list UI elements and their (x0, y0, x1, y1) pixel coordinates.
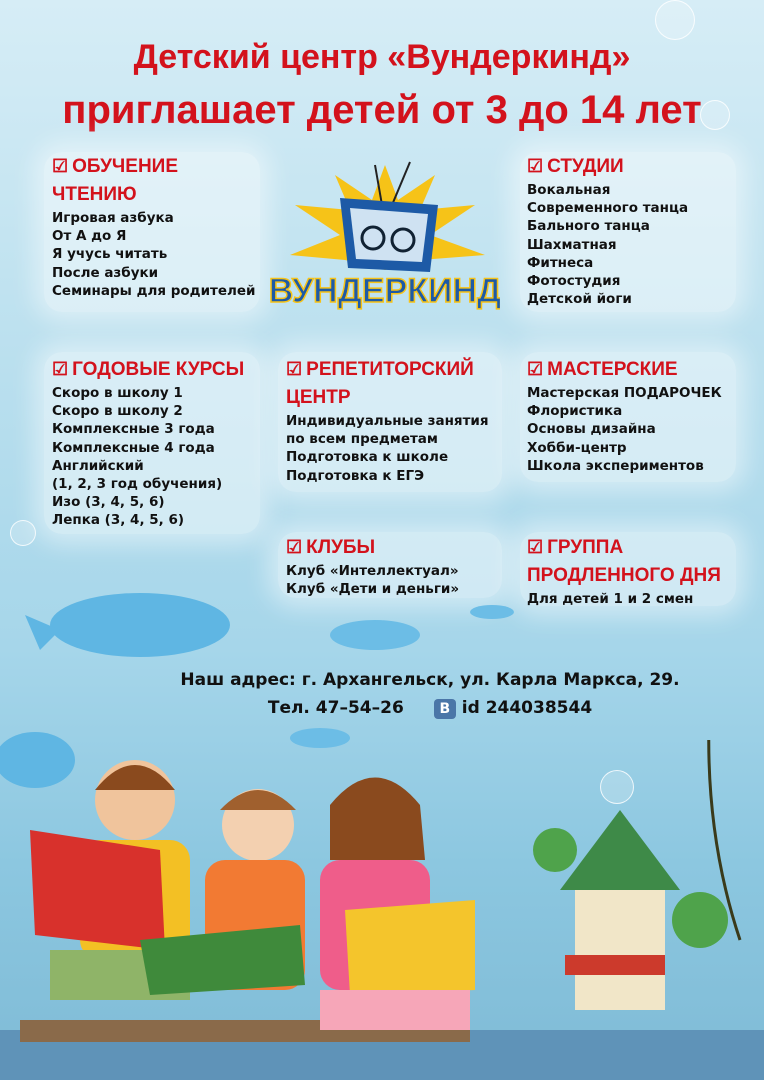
section-studios (527, 152, 747, 308)
section-title: МАСТЕРСКИЕ (547, 359, 678, 380)
checkbox-icon: ☑ (52, 359, 69, 379)
phone: Тел. 47–54–26 (267, 698, 404, 718)
list-item: После азбуки (52, 264, 159, 281)
bubble (655, 0, 695, 40)
list-item: Современного танца (527, 200, 689, 217)
list-item: по всем предметам (286, 431, 438, 448)
list-item: Изо (3, 4, 5, 6) (52, 494, 165, 511)
section-title: ГРУППА ПРОДЛЕННОГО ДНЯ (527, 537, 721, 586)
list-item: Индивидуальные занятия (286, 413, 489, 429)
list-item: Флористика (527, 403, 623, 420)
fairy-house (575, 890, 665, 1010)
title-line-2: приглашает детей от 3 до 14 лет (62, 88, 702, 132)
section-title: ГОДОВЫЕ КУРСЫ (72, 359, 245, 380)
address: Наш адрес: г. Архангельск, ул. Карла Маркса, 29. (180, 670, 680, 690)
list-item: Английский (52, 457, 144, 474)
vk-id[interactable]: id 244038544 (461, 698, 593, 718)
section-annual-courses (52, 355, 272, 530)
checkbox-icon: ☑ (286, 359, 303, 379)
list-item: Я учусь читать (52, 246, 168, 263)
checkbox-icon: ☑ (527, 156, 544, 176)
list-item: Детской йоги (527, 291, 632, 308)
section-title: СТУДИИ (547, 156, 624, 177)
children-reading-illustration (0, 740, 764, 1080)
section-workshops (527, 355, 747, 475)
checkbox-icon: ☑ (527, 537, 544, 557)
list-item: Фотостудия (527, 273, 621, 290)
bubble (10, 520, 36, 546)
list-item: Мастерская ПОДАРОЧЕК (527, 385, 722, 401)
list-item: От А до Я (52, 228, 127, 245)
section-tutoring (286, 355, 496, 485)
list-item: Комплексные 3 года (52, 421, 215, 438)
list-item: Семинары для родителей (52, 282, 256, 299)
dolphin (330, 620, 420, 650)
checkbox-icon: ☑ (286, 537, 303, 557)
dolphin (470, 605, 514, 619)
dolphin (50, 593, 230, 657)
list-item: Клуб «Дети и деньги» (286, 581, 460, 598)
section-title: КЛУБЫ (306, 537, 376, 558)
yellow-book (345, 900, 475, 995)
checkbox-icon: ☑ (527, 359, 544, 379)
logo-text: ВУНДЕРКИНД (270, 272, 500, 310)
list-item: Подготовка к ЕГЭ (286, 467, 425, 484)
vk-icon[interactable]: В (434, 699, 456, 719)
list-item: Хобби-центр (527, 439, 627, 456)
list-item: Бального танца (527, 218, 650, 235)
checkbox-icon: ☑ (52, 156, 69, 176)
section-title: ОБУЧЕНИЕ ЧТЕНИЮ (52, 156, 178, 205)
list-item: Фитнеса (527, 254, 594, 271)
title-line-1: Детский центр «Вундеркинд» (133, 38, 631, 76)
list-item: Основы дизайна (527, 421, 656, 438)
list-item: Скоро в школу 2 (52, 403, 183, 420)
list-item: Игровая азбука (52, 210, 174, 226)
wunderkind-logo (270, 160, 500, 310)
list-item: Комплексные 4 года (52, 439, 215, 456)
list-item: Клуб «Интеллектуал» (286, 563, 459, 579)
section-title: РЕПЕТИТОРСКИЙ ЦЕНТР (286, 359, 474, 408)
contacts-line (48, 698, 764, 719)
list-item: Школа экспериментов (527, 457, 704, 474)
section-reading (52, 152, 262, 300)
list-item: Шахматная (527, 236, 617, 253)
list-item: Вокальная (527, 182, 611, 198)
list-item: Лепка (3, 4, 5, 6) (52, 512, 185, 529)
list-item: Скоро в школу 1 (52, 385, 183, 401)
list-item: Для детей 1 и 2 смен (527, 591, 694, 607)
red-book (30, 830, 165, 950)
list-item: (1, 2, 3 год обучения) (52, 476, 223, 493)
list-item: Подготовка к школе (286, 449, 449, 466)
